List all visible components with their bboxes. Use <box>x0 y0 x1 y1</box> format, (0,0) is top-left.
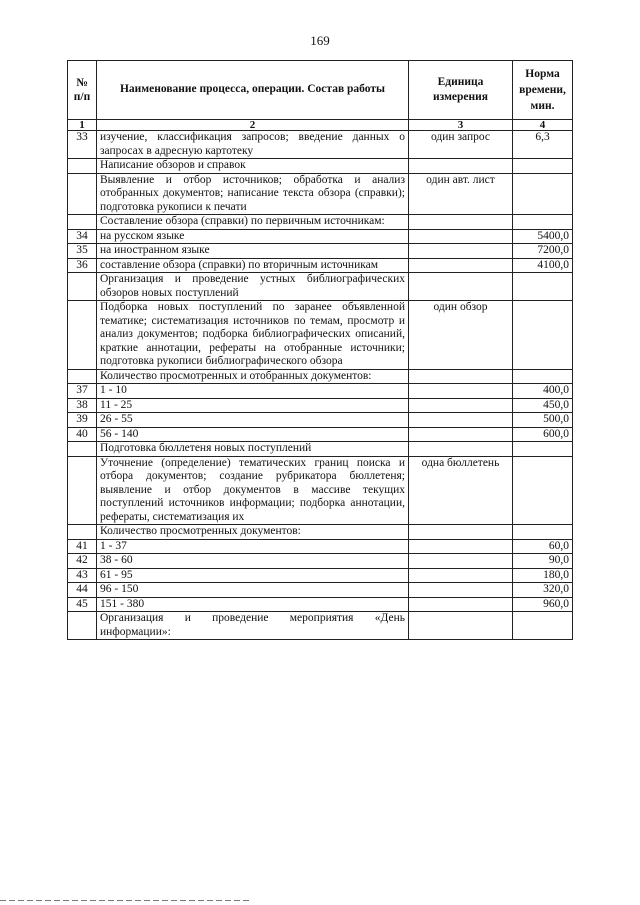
row-unit: один обзор <box>409 301 513 370</box>
row-number <box>68 456 97 525</box>
row-norm: 5400,0 <box>513 229 573 244</box>
row-description: Подборка новых поступлений по заранее объявленной тематике; систематизация источников по темам, просмотр и анализ документов; подборка библиографических описаний, краткие аннотации, рефераты на отобранные источники; подготовка рукописи библиографического обзора <box>97 301 409 370</box>
table-row <box>68 525 573 540</box>
row-number: 33 <box>68 131 97 159</box>
row-number: 42 <box>68 554 97 569</box>
row-description: Написание обзоров и справок <box>97 159 409 174</box>
row-norm: 400,0 <box>513 384 573 399</box>
row-description: 56 - 140 <box>97 427 409 442</box>
row-norm: 60,0 <box>513 539 573 554</box>
row-number <box>68 442 97 457</box>
row-description: 151 - 380 <box>97 597 409 612</box>
row-number <box>68 525 97 540</box>
row-norm <box>513 215 573 230</box>
row-unit <box>409 612 513 640</box>
row-description: на русском языке <box>97 229 409 244</box>
table-row <box>68 215 573 230</box>
row-number: 43 <box>68 568 97 583</box>
table-row <box>68 442 573 457</box>
row-description: Подготовка бюллетеня новых поступлений <box>97 442 409 457</box>
table-row <box>68 244 573 259</box>
scan-edge-mark <box>0 900 250 901</box>
row-number: 38 <box>68 398 97 413</box>
row-norm <box>513 301 573 370</box>
table-row <box>68 583 573 598</box>
row-norm: 7200,0 <box>513 244 573 259</box>
header-num: № п/п <box>68 61 97 120</box>
norms-table <box>67 60 573 640</box>
row-description: 1 - 10 <box>97 384 409 399</box>
row-number: 39 <box>68 413 97 428</box>
row-norm: 180,0 <box>513 568 573 583</box>
header-name: Наименование процесса, операции. Состав работы <box>97 61 409 120</box>
row-description: 61 - 95 <box>97 568 409 583</box>
row-unit <box>409 539 513 554</box>
table-row <box>68 131 573 159</box>
row-unit <box>409 384 513 399</box>
table-row <box>68 568 573 583</box>
page-number: 169 <box>310 33 330 48</box>
table-row <box>68 301 573 370</box>
table-row <box>68 173 573 215</box>
row-norm: 320,0 <box>513 583 573 598</box>
row-number <box>68 369 97 384</box>
header-norm: Норма времени, мин. <box>513 61 573 120</box>
table-row <box>68 612 573 640</box>
column-number: 2 <box>97 120 409 131</box>
row-number: 34 <box>68 229 97 244</box>
column-number: 1 <box>68 120 97 131</box>
row-description: Количество просмотренных документов: <box>97 525 409 540</box>
row-number <box>68 173 97 215</box>
row-description: 11 - 25 <box>97 398 409 413</box>
table-row <box>68 369 573 384</box>
row-description: Выявление и отбор источников; обработка и анализ отобранных документов; написание текста обзора (справки); подготовка рукописи к печати <box>97 173 409 215</box>
table-row <box>68 413 573 428</box>
row-norm <box>513 442 573 457</box>
table-row <box>68 427 573 442</box>
row-unit <box>409 229 513 244</box>
row-number: 44 <box>68 583 97 598</box>
table-row <box>68 159 573 174</box>
row-unit <box>409 244 513 259</box>
row-unit <box>409 597 513 612</box>
row-description: 38 - 60 <box>97 554 409 569</box>
row-number: 37 <box>68 384 97 399</box>
row-description: изучение, классификация запросов; введение данных о запросах в адресную картотеку <box>97 131 409 159</box>
row-unit <box>409 583 513 598</box>
row-number: 40 <box>68 427 97 442</box>
row-norm: 960,0 <box>513 597 573 612</box>
row-number: 35 <box>68 244 97 259</box>
table-row <box>68 456 573 525</box>
row-norm: 500,0 <box>513 413 573 428</box>
table-row <box>68 384 573 399</box>
row-unit <box>409 273 513 301</box>
row-number <box>68 301 97 370</box>
column-numbers-row <box>68 120 573 131</box>
row-unit: один запрос <box>409 131 513 159</box>
row-unit <box>409 427 513 442</box>
table-row <box>68 554 573 569</box>
table-row <box>68 398 573 413</box>
row-number <box>68 273 97 301</box>
table-row <box>68 258 573 273</box>
row-unit <box>409 413 513 428</box>
row-unit <box>409 369 513 384</box>
row-unit <box>409 258 513 273</box>
column-number: 4 <box>513 120 573 131</box>
table-header-row <box>68 61 573 120</box>
row-norm <box>513 369 573 384</box>
table-row <box>68 273 573 301</box>
row-unit <box>409 525 513 540</box>
row-description: Количество просмотренных и отобранных документов: <box>97 369 409 384</box>
row-norm <box>513 456 573 525</box>
row-description: составление обзора (справки) по вторичным источникам <box>97 258 409 273</box>
row-unit: один авт. лист <box>409 173 513 215</box>
row-number: 36 <box>68 258 97 273</box>
row-number: 41 <box>68 539 97 554</box>
row-unit <box>409 442 513 457</box>
row-number <box>68 612 97 640</box>
row-norm <box>513 273 573 301</box>
row-number <box>68 159 97 174</box>
row-description: Организация и проведение мероприятия «День информации»: <box>97 612 409 640</box>
row-unit: одна бюллетень <box>409 456 513 525</box>
row-description: 26 - 55 <box>97 413 409 428</box>
column-number: 3 <box>409 120 513 131</box>
row-description: Составление обзора (справки) по первичным источникам: <box>97 215 409 230</box>
row-unit <box>409 398 513 413</box>
row-description: Уточнение (определение) тематических границ поиска и отбора документов; создание рубрикатора бюллетеня; выявление и отбор документов в массиве текущих поступлений источников информации; подборка аннотации, рефераты, систематизация их <box>97 456 409 525</box>
table-row <box>68 597 573 612</box>
row-description: Организация и проведение устных библиографических обзоров новых поступлений <box>97 273 409 301</box>
table-row <box>68 229 573 244</box>
row-norm: 450,0 <box>513 398 573 413</box>
row-norm <box>513 612 573 640</box>
row-number <box>68 215 97 230</box>
row-norm <box>513 173 573 215</box>
row-number: 45 <box>68 597 97 612</box>
row-unit <box>409 215 513 230</box>
row-unit <box>409 568 513 583</box>
row-norm: 6,3 <box>513 131 573 159</box>
row-description: 96 - 150 <box>97 583 409 598</box>
table-row <box>68 539 573 554</box>
row-norm <box>513 159 573 174</box>
row-description: 1 - 37 <box>97 539 409 554</box>
row-norm <box>513 525 573 540</box>
row-norm: 4100,0 <box>513 258 573 273</box>
row-norm: 600,0 <box>513 427 573 442</box>
row-unit <box>409 159 513 174</box>
header-unit: Единица измерения <box>409 61 513 120</box>
row-unit <box>409 554 513 569</box>
row-norm: 90,0 <box>513 554 573 569</box>
row-description: на иностранном языке <box>97 244 409 259</box>
